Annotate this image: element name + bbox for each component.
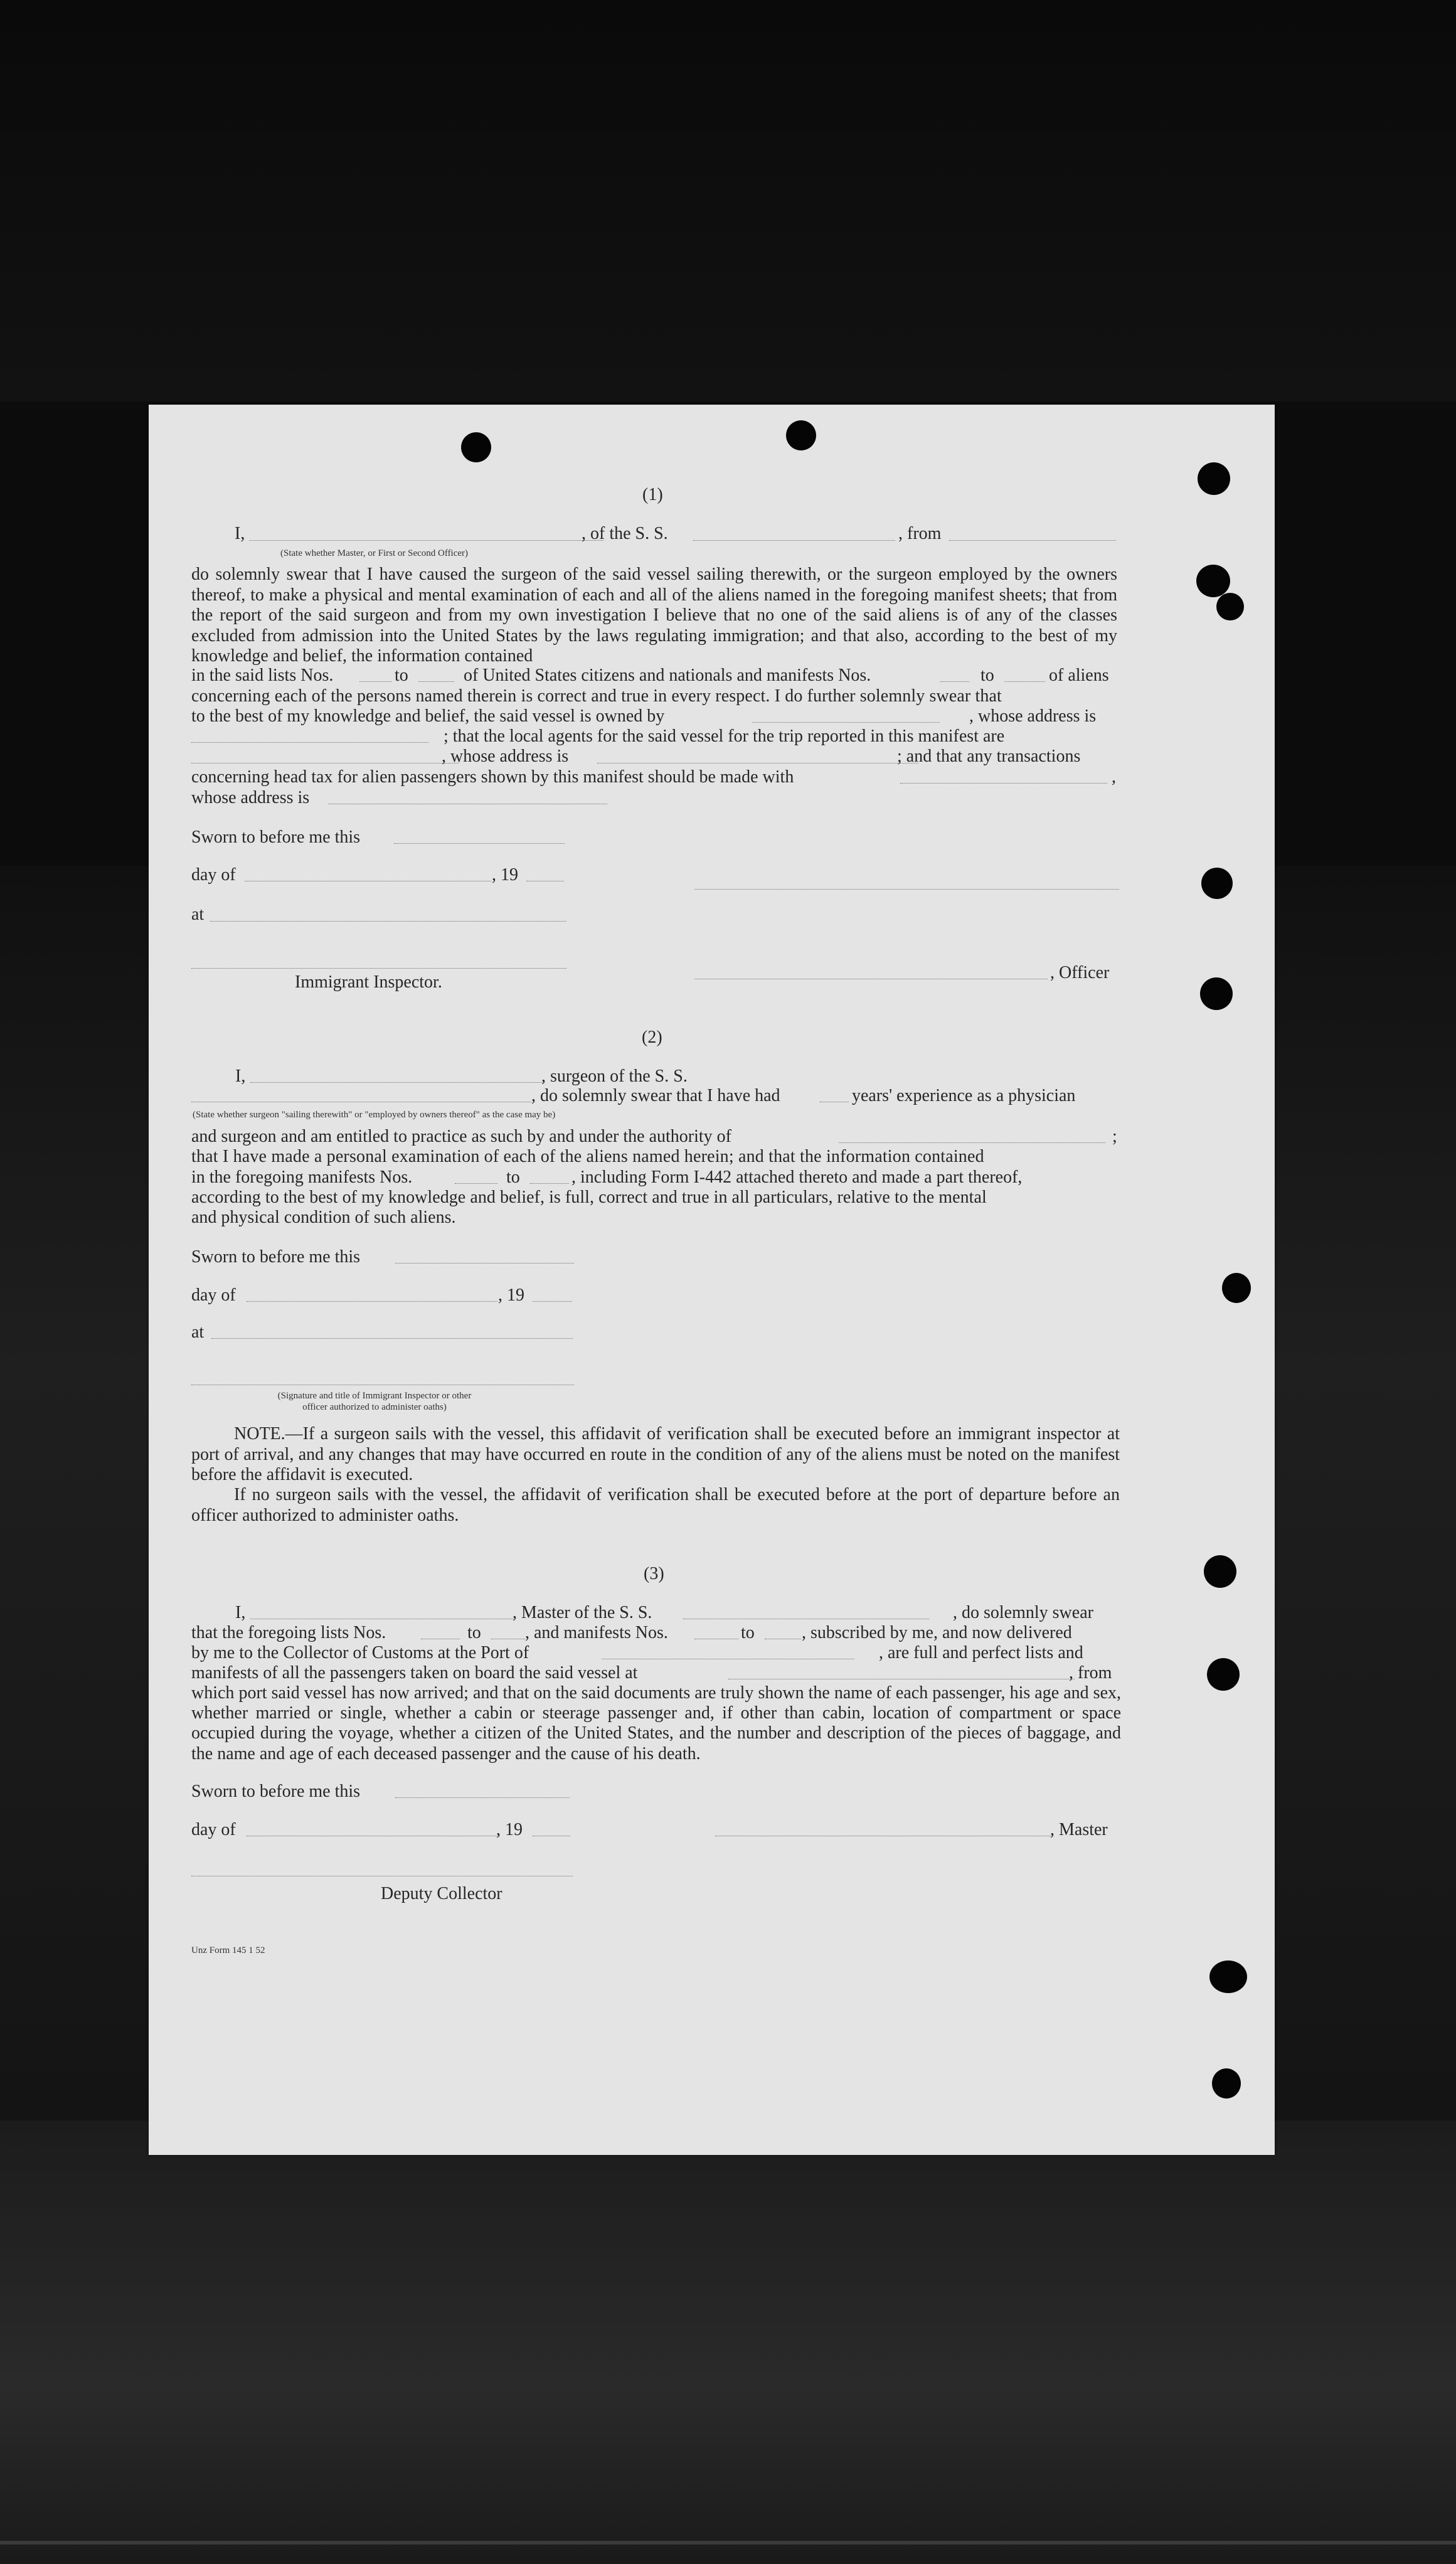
punch-hole xyxy=(1216,593,1244,620)
lists-to-label-3: to xyxy=(467,1623,481,1642)
head-tax-label: concerning head tax for alien passengers shown by this manifest should be made with xyxy=(191,767,794,787)
at-blank xyxy=(210,921,566,922)
surgeon-of-label: , surgeon of the S. S. xyxy=(541,1067,688,1086)
manifests-from-blank-2 xyxy=(455,1183,497,1184)
punch-hole xyxy=(1212,2068,1241,2099)
lists-to-label: to xyxy=(395,666,408,685)
year-label: , 19 xyxy=(492,865,518,885)
agents-address-label: , whose address is xyxy=(442,747,569,766)
from-label-3: , from xyxy=(1069,1663,1112,1683)
day-blank-2 xyxy=(247,1301,497,1302)
manifests-all-label: manifests of all the passengers taken on board the said vessel at xyxy=(191,1663,638,1683)
section-2-i-label: I, xyxy=(235,1067,246,1086)
officer-label: , Officer xyxy=(1050,963,1110,982)
punch-hole xyxy=(1198,462,1230,495)
sworn-blank-3 xyxy=(395,1797,570,1798)
vessel-name-blank xyxy=(693,540,895,541)
punch-hole xyxy=(1204,1555,1236,1588)
deputy-collector-label: Deputy Collector xyxy=(381,1884,502,1903)
officer-signature-blank xyxy=(694,889,1119,890)
manifests-to-label-3: to xyxy=(741,1623,755,1642)
at-label-2: at xyxy=(191,1322,205,1342)
section-1-number: (1) xyxy=(642,485,663,504)
inspector-signature-blank xyxy=(191,968,566,969)
owner-address-blank xyxy=(191,742,428,743)
signature-caption-1: (Signature and title of Immigrant Inspector or other xyxy=(277,1391,472,1401)
year-label-3: , 19 xyxy=(496,1820,523,1839)
note-paragraph-1: NOTE.—If a surgeon sails with the vessel, this affidavit of verification shall be executed before an immigrant inspector at port of arrival, and any changes that may have occurred en route in the condition of any of the aliens must be noted on the manifest before the affidavit is executed. xyxy=(191,1424,1120,1484)
officer-rank-blank xyxy=(249,540,603,541)
form-number: Unz Form 145 1 52 xyxy=(191,1945,265,1955)
punch-hole xyxy=(786,420,816,450)
section-1-paragraph: do solemnly swear that I have caused the surgeon of the said vessel sailing therewith, or the surgeon employed by the owners thereof, to make a physical and mental examination of each and all of the aliens named in the foregoing manifest sheets; that from the report of the said surgeon and from my own investigation I believe that no one of the said aliens is of any of the classes excluded from admission into the United States by the laws regulating immigration; and that also, according to the best of my knowledge and belief, the information contained xyxy=(191,565,1117,666)
punch-hole xyxy=(1200,977,1233,1010)
section-1-i-label: I, xyxy=(235,524,245,543)
authority-label: and surgeon and am entitled to practice as such by and under the authority of xyxy=(191,1127,731,1146)
at-blank-2 xyxy=(211,1338,573,1339)
head-tax-blank xyxy=(900,783,1107,784)
sworn-label: Sworn to before me this xyxy=(191,827,361,847)
lists-from-blank xyxy=(359,681,391,682)
of-ss-label: , of the S. S. xyxy=(582,524,668,543)
full-lists-label: , are full and perfect lists and xyxy=(879,1643,1083,1662)
best-knowledge-line: according to the best of my knowledge and belief, is full, correct and true in all particulars, relative to the mental xyxy=(191,1188,987,1207)
head-tax-comma: , xyxy=(1112,767,1116,787)
authority-semicolon: ; xyxy=(1112,1127,1117,1146)
year-blank-2 xyxy=(533,1301,572,1302)
solemnly-swear-label: , do solemnly swear xyxy=(953,1603,1093,1622)
punch-hole xyxy=(1209,1960,1247,1993)
surgeon-caption: (State whether surgeon "sailing therewith" or "employed by owners thereof" as the case may be) xyxy=(193,1110,556,1120)
physical-condition-line: and physical condition of such aliens. xyxy=(191,1208,456,1227)
local-agents-label: ; that the local agents for the said vessel for the trip reported in this manifest are xyxy=(444,726,1005,746)
owned-by-label: to the best of my knowledge and belief, the said vessel is owned by xyxy=(191,706,665,726)
manifests-to-blank xyxy=(1004,681,1045,682)
from-port-blank xyxy=(949,540,1116,541)
years-experience-label: years' experience as a physician xyxy=(852,1086,1076,1105)
whose-address-label: whose address is xyxy=(191,788,310,807)
subscribed-label: , subscribed by me, and now delivered xyxy=(802,1623,1072,1642)
collector-label: by me to the Collector of Customs at the Port of xyxy=(191,1643,529,1662)
us-citizens-label: of United States citizens and nationals and manifests Nos. xyxy=(464,666,871,685)
day-of-label-2: day of xyxy=(191,1285,236,1305)
manifests-to-blank-2 xyxy=(530,1183,569,1184)
section-3-i-label: I, xyxy=(235,1603,246,1622)
transactions-label: ; and that any transactions xyxy=(897,747,1081,766)
surgeon-name-blank xyxy=(250,1082,544,1083)
day-of-label: day of xyxy=(191,865,236,885)
signature-caption-2: officer authorized to administer oaths) xyxy=(302,1402,447,1412)
owner-blank xyxy=(752,722,940,723)
sworn-blank xyxy=(394,843,565,844)
rank-caption: (State whether Master, or First or Second Officer) xyxy=(280,548,469,558)
master-of-label: , Master of the S. S. xyxy=(513,1603,652,1622)
foregoing-lists-label: that the foregoing lists Nos. xyxy=(191,1623,386,1642)
of-aliens-label: of aliens xyxy=(1049,666,1109,685)
manifest-form-page xyxy=(149,405,1275,2155)
manifests-to-label-2: to xyxy=(506,1168,520,1187)
examination-line: that I have made a personal examination of each of the aliens named herein; and that the information contained xyxy=(191,1147,984,1166)
punch-hole xyxy=(1207,1658,1240,1691)
day-of-label-3: day of xyxy=(191,1820,236,1839)
year-label-2: , 19 xyxy=(498,1285,524,1305)
authority-blank xyxy=(839,1142,1105,1143)
scan-edge-line xyxy=(0,2541,1456,2545)
section-2-number: (2) xyxy=(642,1028,662,1047)
owner-address-label: , whose address is xyxy=(969,706,1097,726)
section-3-paragraph: which port said vessel has now arrived; and that on the said documents are truly shown the name of each passenger, his age and sex, whether married or single, whether a cabin or steerage passenger and, if other than cabin, location of compartment or space occupied during the voyage, whether a citizen of the United States, and the number and description of the pieces of baggage, and the name and age of each deceased passenger and the cause of his death. xyxy=(191,1683,1121,1763)
punch-hole xyxy=(1196,565,1230,597)
sworn-label-2: Sworn to before me this xyxy=(191,1247,361,1267)
concerning-line: concerning each of the persons named therein is correct and true in every respect. I do further solemnly swear that xyxy=(191,686,1002,706)
section-3-number: (3) xyxy=(644,1564,664,1583)
note-paragraph-2: If no surgeon sails with the vessel, the affidavit of verification shall be executed before at the port of departure before an officer authorized to administer oaths. xyxy=(191,1485,1120,1525)
immigrant-inspector-label: Immigrant Inspector. xyxy=(295,972,442,992)
manifests-from-blank xyxy=(940,681,969,682)
from-label: , from xyxy=(898,524,942,543)
punch-hole xyxy=(1201,868,1233,899)
foregoing-manifests-label: in the foregoing manifests Nos. xyxy=(191,1168,413,1187)
scan-background-top xyxy=(0,0,1456,402)
form-i442-label: , including Form I-442 attached thereto and made a part thereof, xyxy=(571,1168,1023,1187)
manifests-to-label: to xyxy=(980,666,994,685)
sworn-label-3: Sworn to before me this xyxy=(191,1782,361,1801)
lists-line-label: in the said lists Nos. xyxy=(191,666,334,685)
punch-hole xyxy=(461,432,491,462)
at-label: at xyxy=(191,905,205,924)
punch-hole xyxy=(1222,1273,1251,1303)
swear-had-label: , do solemnly swear that I have had xyxy=(531,1086,780,1105)
master-label: , Master xyxy=(1050,1820,1108,1839)
lists-to-blank xyxy=(418,681,454,682)
manifests-nos-label: , and manifests Nos. xyxy=(525,1623,668,1642)
scan-background-bottom xyxy=(0,2120,1456,2564)
